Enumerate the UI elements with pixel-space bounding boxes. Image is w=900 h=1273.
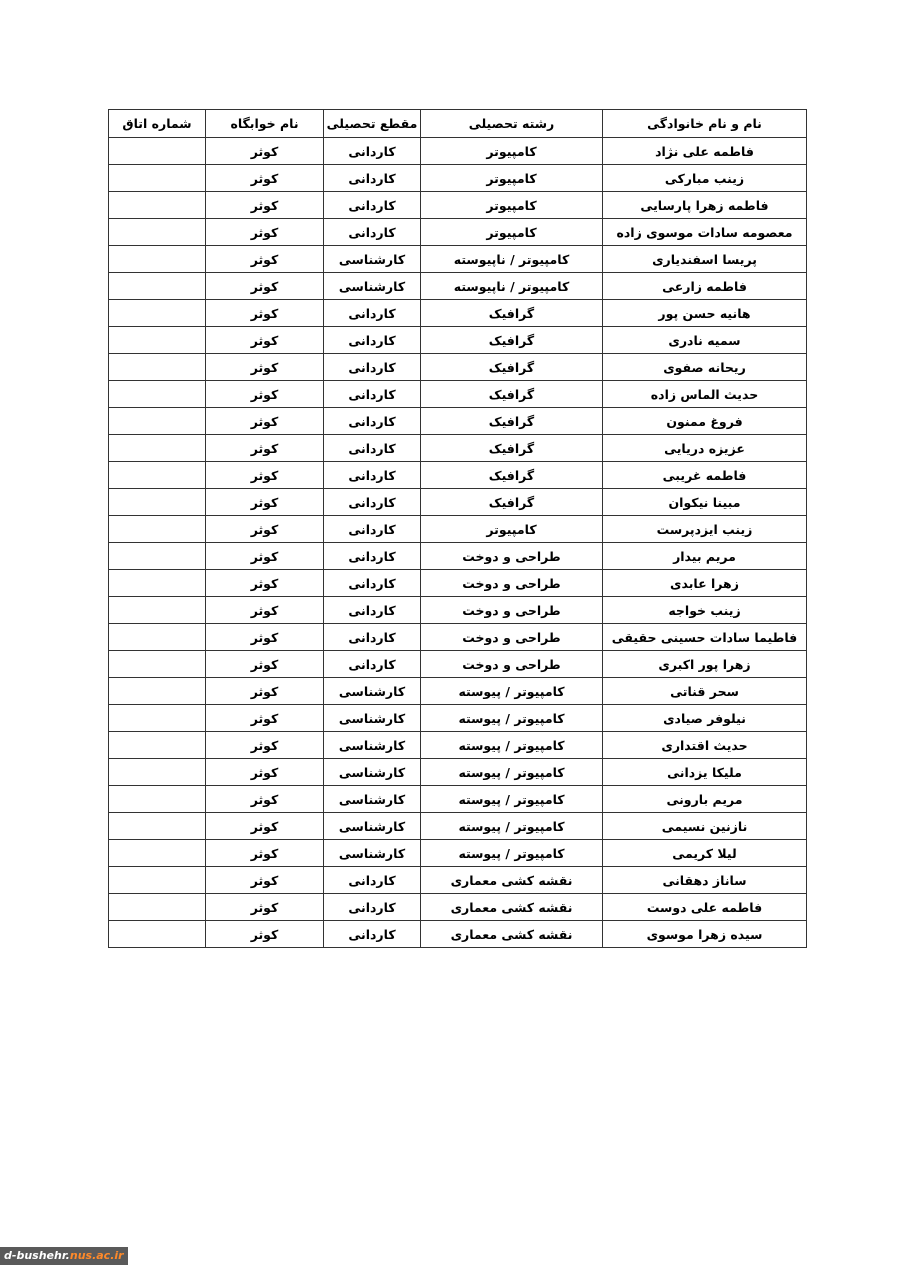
cell-room-number [109,462,206,489]
cell-dormitory-name: کوثر [206,381,324,408]
cell-field-of-study: کامپیوتر / ناپیوسته [421,273,603,300]
cell-degree-level: کاردانی [324,435,421,462]
cell-degree-level: کارشناسی [324,786,421,813]
cell-full-name: فاطمه علی نژاد [603,138,807,165]
cell-field-of-study: کامپیوتر / پیوسته [421,759,603,786]
table-header-row [109,110,807,138]
cell-dormitory-name: کوثر [206,786,324,813]
cell-degree-level: کاردانی [324,543,421,570]
cell-degree-level: کاردانی [324,867,421,894]
cell-full-name: معصومه سادات موسوی زاده [603,219,807,246]
cell-room-number [109,867,206,894]
cell-field-of-study: گرافیک [421,327,603,354]
cell-degree-level: کارشناسی [324,273,421,300]
cell-full-name: فاطمه غریبی [603,462,807,489]
header-degree-level: مقطع تحصیلی [324,110,421,138]
cell-dormitory-name: کوثر [206,705,324,732]
cell-degree-level: کاردانی [324,462,421,489]
cell-full-name: پریسا اسفندیاری [603,246,807,273]
cell-degree-level: کاردانی [324,921,421,948]
cell-full-name: زینب خواجه [603,597,807,624]
cell-room-number [109,840,206,867]
table-row [109,516,807,543]
table-row [109,489,807,516]
cell-full-name: حدیث الماس زاده [603,381,807,408]
cell-degree-level: کاردانی [324,570,421,597]
cell-dormitory-name: کوثر [206,246,324,273]
watermark-accent: nus.ac.ir [69,1249,124,1262]
cell-dormitory-name: کوثر [206,894,324,921]
site-watermark [0,1247,128,1265]
table-row [109,678,807,705]
cell-room-number [109,543,206,570]
cell-dormitory-name: کوثر [206,840,324,867]
cell-full-name: فاطمه زارعی [603,273,807,300]
cell-dormitory-name: کوثر [206,165,324,192]
table-row [109,705,807,732]
cell-room-number [109,813,206,840]
cell-full-name: حدیث اقتداری [603,732,807,759]
cell-dormitory-name: کوثر [206,489,324,516]
cell-dormitory-name: کوثر [206,921,324,948]
cell-field-of-study: نقشه کشی معماری [421,921,603,948]
table-row [109,759,807,786]
cell-full-name: ریحانه صفوی [603,354,807,381]
cell-room-number [109,381,206,408]
table-row [109,570,807,597]
cell-field-of-study: گرافیک [421,300,603,327]
cell-degree-level: کاردانی [324,165,421,192]
table-row [109,921,807,948]
cell-room-number [109,435,206,462]
table-row [109,219,807,246]
table-row [109,408,807,435]
cell-full-name: نازنین نسیمی [603,813,807,840]
table-row [109,867,807,894]
cell-dormitory-name: کوثر [206,138,324,165]
cell-room-number [109,489,206,516]
cell-degree-level: کارشناسی [324,813,421,840]
table-row [109,300,807,327]
cell-field-of-study: گرافیک [421,354,603,381]
cell-room-number [109,246,206,273]
cell-full-name: زهرا عابدی [603,570,807,597]
cell-room-number [109,354,206,381]
cell-dormitory-name: کوثر [206,651,324,678]
cell-full-name: ملیکا یزدانی [603,759,807,786]
cell-room-number [109,300,206,327]
cell-degree-level: کاردانی [324,651,421,678]
table-row [109,543,807,570]
cell-degree-level: کارشناسی [324,732,421,759]
header-field-of-study: رشته تحصیلی [421,110,603,138]
cell-full-name: سیده زهرا موسوی [603,921,807,948]
table-row [109,597,807,624]
cell-field-of-study: گرافیک [421,489,603,516]
cell-room-number [109,732,206,759]
cell-room-number [109,327,206,354]
cell-field-of-study: گرافیک [421,381,603,408]
cell-dormitory-name: کوثر [206,408,324,435]
cell-room-number [109,192,206,219]
cell-dormitory-name: کوثر [206,462,324,489]
cell-field-of-study: طراحی و دوخت [421,570,603,597]
cell-field-of-study: گرافیک [421,435,603,462]
cell-room-number [109,408,206,435]
table-row [109,138,807,165]
cell-degree-level: کاردانی [324,489,421,516]
cell-degree-level: کارشناسی [324,759,421,786]
cell-room-number [109,219,206,246]
cell-dormitory-name: کوثر [206,759,324,786]
table-row [109,165,807,192]
cell-degree-level: کارشناسی [324,246,421,273]
table-row [109,813,807,840]
cell-full-name: زینب مبارکی [603,165,807,192]
cell-field-of-study: کامپیوتر / پیوسته [421,813,603,840]
cell-degree-level: کارشناسی [324,840,421,867]
cell-field-of-study: طراحی و دوخت [421,597,603,624]
table-row [109,435,807,462]
cell-field-of-study: کامپیوتر [421,219,603,246]
table-row [109,786,807,813]
cell-room-number [109,678,206,705]
cell-dormitory-name: کوثر [206,516,324,543]
cell-field-of-study: طراحی و دوخت [421,651,603,678]
cell-degree-level: کاردانی [324,327,421,354]
cell-field-of-study: کامپیوتر [421,165,603,192]
cell-full-name: مبینا نیکوان [603,489,807,516]
cell-full-name: فاطمه علی دوست [603,894,807,921]
cell-dormitory-name: کوثر [206,192,324,219]
cell-full-name: عزیزه دریایی [603,435,807,462]
table-row [109,354,807,381]
cell-full-name: هانیه حسن پور [603,300,807,327]
cell-room-number [109,138,206,165]
cell-full-name: لیلا کریمی [603,840,807,867]
cell-field-of-study: کامپیوتر / پیوسته [421,786,603,813]
cell-full-name: مریم بیدار [603,543,807,570]
table-row [109,381,807,408]
cell-degree-level: کاردانی [324,300,421,327]
cell-dormitory-name: کوثر [206,300,324,327]
cell-field-of-study: کامپیوتر [421,192,603,219]
cell-full-name: فاطیما سادات حسینی حقیقی [603,624,807,651]
cell-room-number [109,570,206,597]
cell-dormitory-name: کوثر [206,570,324,597]
table-row [109,192,807,219]
cell-field-of-study: کامپیوتر / ناپیوسته [421,246,603,273]
cell-room-number [109,894,206,921]
cell-dormitory-name: کوثر [206,813,324,840]
cell-dormitory-name: کوثر [206,543,324,570]
cell-room-number [109,786,206,813]
table-row [109,246,807,273]
cell-field-of-study: کامپیوتر [421,516,603,543]
header-dormitory-name: نام خوابگاه [206,110,324,138]
header-room-number: شماره اتاق [109,110,206,138]
cell-room-number [109,759,206,786]
cell-full-name: نیلوفر صیادی [603,705,807,732]
table-row [109,894,807,921]
cell-room-number [109,651,206,678]
cell-dormitory-name: کوثر [206,354,324,381]
cell-full-name: مریم بارونی [603,786,807,813]
cell-dormitory-name: کوثر [206,327,324,354]
table-row [109,840,807,867]
cell-field-of-study: کامپیوتر / پیوسته [421,678,603,705]
cell-room-number [109,921,206,948]
cell-degree-level: کاردانی [324,894,421,921]
cell-field-of-study: کامپیوتر / پیوسته [421,705,603,732]
cell-full-name: زهرا پور اکبری [603,651,807,678]
cell-degree-level: کاردانی [324,597,421,624]
cell-room-number [109,516,206,543]
cell-full-name: فاطمه زهرا پارسایی [603,192,807,219]
cell-dormitory-name: کوثر [206,624,324,651]
cell-field-of-study: گرافیک [421,462,603,489]
cell-degree-level: کاردانی [324,354,421,381]
cell-field-of-study: نقشه کشی معماری [421,894,603,921]
cell-degree-level: کاردانی [324,138,421,165]
cell-full-name: ساناز دهقانی [603,867,807,894]
cell-dormitory-name: کوثر [206,435,324,462]
cell-degree-level: کاردانی [324,624,421,651]
cell-dormitory-name: کوثر [206,219,324,246]
cell-degree-level: کاردانی [324,408,421,435]
table-row [109,273,807,300]
cell-room-number [109,597,206,624]
table-row [109,624,807,651]
cell-full-name: زینب ایزدپرست [603,516,807,543]
cell-degree-level: کاردانی [324,516,421,543]
cell-degree-level: کارشناسی [324,678,421,705]
cell-field-of-study: کامپیوتر [421,138,603,165]
table-row [109,462,807,489]
header-full-name: نام و نام خانوادگی [603,110,807,138]
cell-dormitory-name: کوثر [206,273,324,300]
table-row [109,327,807,354]
cell-degree-level: کاردانی [324,192,421,219]
cell-room-number [109,705,206,732]
cell-dormitory-name: کوثر [206,597,324,624]
cell-degree-level: کاردانی [324,219,421,246]
cell-degree-level: کاردانی [324,381,421,408]
table-body [109,138,807,948]
cell-dormitory-name: کوثر [206,732,324,759]
table-row [109,651,807,678]
cell-field-of-study: نقشه کشی معماری [421,867,603,894]
cell-full-name: سحر قناتی [603,678,807,705]
cell-field-of-study: طراحی و دوخت [421,624,603,651]
cell-dormitory-name: کوثر [206,867,324,894]
cell-full-name: فروغ ممنون [603,408,807,435]
cell-dormitory-name: کوثر [206,678,324,705]
dormitory-table [108,109,807,948]
cell-room-number [109,273,206,300]
table-row [109,732,807,759]
cell-field-of-study: کامپیوتر / پیوسته [421,732,603,759]
cell-room-number [109,624,206,651]
cell-field-of-study: کامپیوتر / پیوسته [421,840,603,867]
cell-field-of-study: گرافیک [421,408,603,435]
cell-room-number [109,165,206,192]
watermark-prefix: d-bushehr. [4,1249,70,1262]
cell-full-name: سمیه نادری [603,327,807,354]
cell-degree-level: کارشناسی [324,705,421,732]
cell-field-of-study: طراحی و دوخت [421,543,603,570]
